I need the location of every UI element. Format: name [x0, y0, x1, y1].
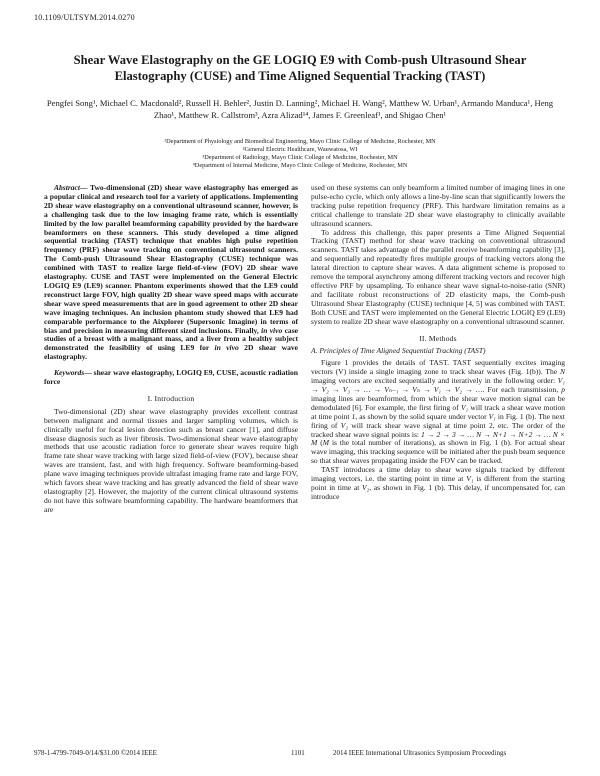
footer-page-number: 1101 — [291, 749, 305, 757]
m2-var-v2: V₂ — [361, 483, 370, 492]
abstract-text: Two-dimensional (2D) shear wave elastography has emerged as a popular clinical and research tool for a variety of applications. Implementing 2D shear wave elastography on a conventional ultrasound scanner, however, is a challenging task due to the low imaging frame rate, which is essentially limited by the low parallel beamforming capability provided by the hardware beamformers on these scanners. This study developed a time aligned sequential tracking (TAST) technique that enables high pulse repetition frequency (PRF) shear wave tracking on conventional ultrasound scanners. The Comb-push Ultrasound Shear Elastography (CUSE) technique was combined with TAST to realize large field-of-view (FOV) 2D shear wave elastography. CUSE and TAST were implemented on the General Electric LOGIQ E9 (LE9) scanner. Phantom experiments showed that the LE9 could reconstruct large FOV, high quality 2D shear wave speed maps with accurate shear wave speed measurements that are in good agreement to other 2D shear wave imaging techniques. An inclusion phantom study showed that LE9 had comparable performance to the Aixplorer (Supersonic Imagine) in terms of bias and precision in measuring different sized inclusions. Finally, — [44, 183, 298, 335]
m1-order: 1 → 2 → 3 → … N → N+1 → N+2 → … N × M — [311, 429, 565, 448]
m1-text-b: imaging vectors are excited sequentially and iteratively in the following order: — [311, 376, 558, 386]
m1-text-g: in Fig. 1 (b). The next firing of — [311, 411, 565, 430]
abstract-text-2: case studies of a breast with a malignant mass, and a liver from a healthy subject demonstrated the feasibility of using LE9 for — [44, 325, 298, 353]
m1-sequence: V₁ → V₂ → V₃ → … → Vₙ₋₁ → Vₙ → V₁ → V₂ → … — [311, 376, 565, 395]
m1-var-v1: V₁ — [460, 402, 469, 412]
right-paragraph-2: To address this challenge, this paper presents a Time Aligned Sequential Tracking (TAST) method for shear wave tracking on conventional ultrasound scanners. TAST takes advantage of the parallel receive beamforming capability [3], and sequentially and repeatedly fires multiple groups of tracking vectors along the lateral direction to capture shear waves. A data alignment scheme is proposed to remove the temporal asynchrony among different tracking vectors and recover high effective PRF by upsampling. To enhance shear wave signal-to-noise-ratio (SNR) and facilitate robust reconstructions of 2D elasticity maps, the Comb-push Ultrasound Shear Elastography (CUSE) technique [4, 5] was combined with TAST. Both CUSE and TAST were implemented on the General Electric LOGIQ E9 (LE9) system to realize 2D shear wave elastography on a conventional ultrasound scanner. — [311, 227, 565, 326]
keywords-label: Keywords — [54, 368, 85, 378]
methods-paragraph-1 — [311, 359, 565, 466]
abstract-label: Abstract— — [54, 183, 88, 192]
m1-var-n: N — [559, 367, 565, 377]
m1-text-f: , as shown by the solid square under vector — [355, 411, 489, 421]
keywords — [44, 369, 298, 387]
keywords-text: — shear wave elastography, LOGIQ E9, CUSE, acoustic radiation force — [44, 368, 298, 387]
m2-text-a: TAST introduces a time delay to shear wave signals tracked by different imaging vectors, i.e. the starting point in time at — [311, 465, 565, 484]
author-list: Pengfei Song¹, Michael C. Macdonald², Russell H. Behler², Justin D. Lanning², Michael H. Wang², Matthew W. Urban¹, Armando Manduca¹, Heng Zhao¹, Matthew R. Callstrom³, Azra Alizad¹⁴, James F. Greenleaf¹, and Shigao Chen¹ — [46, 98, 554, 120]
section-heading-introduction: I. Introduction — [147, 393, 195, 403]
affiliation-2: ²General Electric Healthcare, Wauwatosa, WI — [242, 146, 358, 153]
affiliation-4: ⁴Department of Internal Medicine, Mayo Clinic College of Medicine, Rochester, MN — [192, 162, 408, 169]
footer-isbn: 978-1-4799-7049-0/14/$31.00 ©2014 IEEE — [34, 749, 157, 757]
affiliation-1: ¹Department of Physiology and Biomedical Engineering, Mayo Clinic College of Medicine, Rochester, MN — [164, 138, 436, 145]
m1-var-t1: 1 — [351, 411, 356, 421]
affiliation-3: ³Department of Radiology, Mayo Clinic College of Medicine, Rochester, MN — [202, 154, 398, 161]
m2-text-b: is different from the starting point in time at — [311, 474, 565, 492]
m1-text-j: is the total number of iterations), as shown in Fig. 1 (b). For actual shear wave imaging, this tracking sequence will be initiated after the push beam sequence so that shear waves propagating inside the FOV can be tracked. — [311, 438, 565, 466]
m1-text-d: imaging lines are beamformed, from which the shear wave motion signal can be demodulated [6]. For example, the first firing of — [311, 393, 565, 412]
left-column — [44, 184, 298, 515]
doi: 10.1109/ULTSYM.2014.0270 — [34, 13, 135, 22]
m1-var-v1b: V₁ — [488, 411, 496, 421]
methods-paragraph-2 — [311, 466, 565, 502]
paper-title: Shear Wave Elastography on the GE LOGIQ E9 with Comb-push Ultrasound Shear Elastography (CUSE) and Time Aligned Sequential Tracking (TAST) — [73, 53, 527, 83]
right-column — [311, 184, 565, 502]
m1-text-e: will track a shear wave motion at time point — [311, 402, 565, 421]
m2-text-c: , as shown in Fig. 1 (b). This delay, if uncompensated for, can introduce — [311, 483, 565, 501]
abstract-text-3: 2D shear wave elastography. — [44, 343, 298, 362]
abstract-italic-1: in vivo — [261, 325, 283, 335]
subsection-heading-tast: A. Principles of Time Aligned Sequential Tracking (TAST) — [311, 346, 486, 356]
footer-proceedings: 2014 IEEE International Ultrasonics Symposium Proceedings — [333, 749, 507, 757]
m2-var-v1: V₁ — [466, 474, 474, 484]
m1-var-p: p — [561, 385, 565, 395]
section-heading-methods: II. Methods — [419, 333, 457, 343]
m1-var-m: M — [322, 438, 330, 448]
abstract — [44, 184, 298, 362]
m1-text-a: Figure 1 provides the details of TAST. TAST sequentially excites imaging vectors (V) inside a single imaging zone to track shear waves (Fig. 1(b)). The — [311, 358, 565, 377]
m1-text-h: will track shear wave signal at time point 2, etc. The order of the tracked shear wave signal points is: — [311, 420, 565, 439]
affiliations — [60, 138, 540, 170]
right-paragraph-1: used on these systems can only beamform a limited number of imaging lines in one pulse-echo cycle, which only allows a line-by-line scan that significantly lowers the tracking pulse repetition frequency (PRF). This hardware limitation remains as a critical challenge to translate 2D shear wave elastography to clinically available ultrasound scanners. — [311, 183, 565, 228]
m1-text-c: . For each transmission, — [482, 385, 562, 395]
m1-var-v2: V₂ — [340, 420, 348, 430]
m1-text-i: ( — [317, 438, 323, 448]
intro-paragraph: Two-dimensional (2D) shear wave elastography provides excellent contrast between malignant and normal tissues and larger sampling volumes, which is clinically useful for focal lesion detection such as breast cancer [1], and diffuse disease diagnosis such as liver fibrosis. Two-dimensional shear wave elastography methods that use acoustic radiation force to generate shear waves require high frame rate shear wave tracking with large sized field-of-view (FOV), because shear waves are transient, fast, and with high frequency. Software beamforming-based plane wave imaging techniques provide ultrafast imaging frame rate and large FOV, which favors shear wave tracking and has greatly advanced the field of shear wave elastography [2]. However, the majority of the current clinical ultrasound systems do not have this software beamforming capability. The hardware beamformers that are — [44, 406, 298, 514]
abstract-italic-2: in vivo — [214, 343, 239, 353]
